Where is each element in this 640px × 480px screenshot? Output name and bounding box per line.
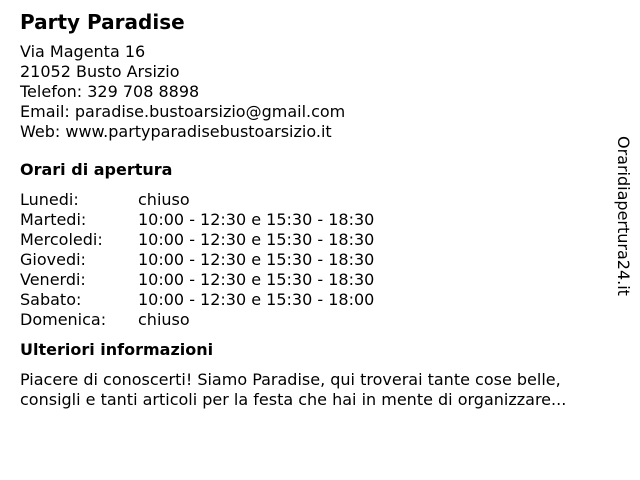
address-block [20, 42, 620, 142]
hours-row [20, 290, 620, 310]
hours-row [20, 270, 620, 290]
hours-day: Sabato: [20, 290, 82, 309]
street-address: Via Magenta 16 [20, 42, 146, 61]
hours-day: Giovedi: [20, 250, 86, 269]
hours-heading: Orari di apertura [20, 160, 173, 179]
hours-day: Lunedi: [20, 190, 79, 209]
hours-day: Mercoledi: [20, 230, 103, 249]
hours-time: 10:00 - 12:30 e 15:30 - 18:30 [138, 210, 375, 229]
hours-time: chiuso [138, 190, 190, 209]
watermark-text: Oraridiapertura24.it [614, 136, 633, 296]
hours-row [20, 310, 620, 330]
hours-time: 10:00 - 12:30 e 15:30 - 18:30 [138, 270, 375, 289]
hours-day: Domenica: [20, 310, 107, 329]
email-line: Email: paradise.bustoarsizio@gmail.com [20, 102, 346, 121]
hours-time: 10:00 - 12:30 e 15:30 - 18:00 [138, 290, 375, 309]
hours-day: Martedi: [20, 210, 87, 229]
hours-time: 10:00 - 12:30 e 15:30 - 18:30 [138, 230, 375, 249]
business-card [20, 10, 620, 410]
hours-time: 10:00 - 12:30 e 15:30 - 18:30 [138, 250, 375, 269]
hours-table [20, 190, 620, 330]
hours-row [20, 210, 620, 230]
phone-line: Telefon: 329 708 8898 [20, 82, 200, 101]
info-text: Piacere di conoscerti! Siamo Paradise, qui troverai tante cose belle, consigli e tanti articoli per la festa che hai in mente di organizzare... [20, 370, 567, 409]
info-heading: Ulteriori informazioni [20, 340, 214, 359]
hours-row [20, 230, 620, 250]
business-name: Party Paradise [20, 10, 185, 34]
website-line: Web: www.partyparadisebustoarsizio.it [20, 122, 332, 141]
hours-row [20, 250, 620, 270]
hours-time: chiuso [138, 310, 190, 329]
hours-row [20, 190, 620, 210]
postal-city: 21052 Busto Arsizio [20, 62, 180, 81]
hours-day: Venerdi: [20, 270, 86, 289]
